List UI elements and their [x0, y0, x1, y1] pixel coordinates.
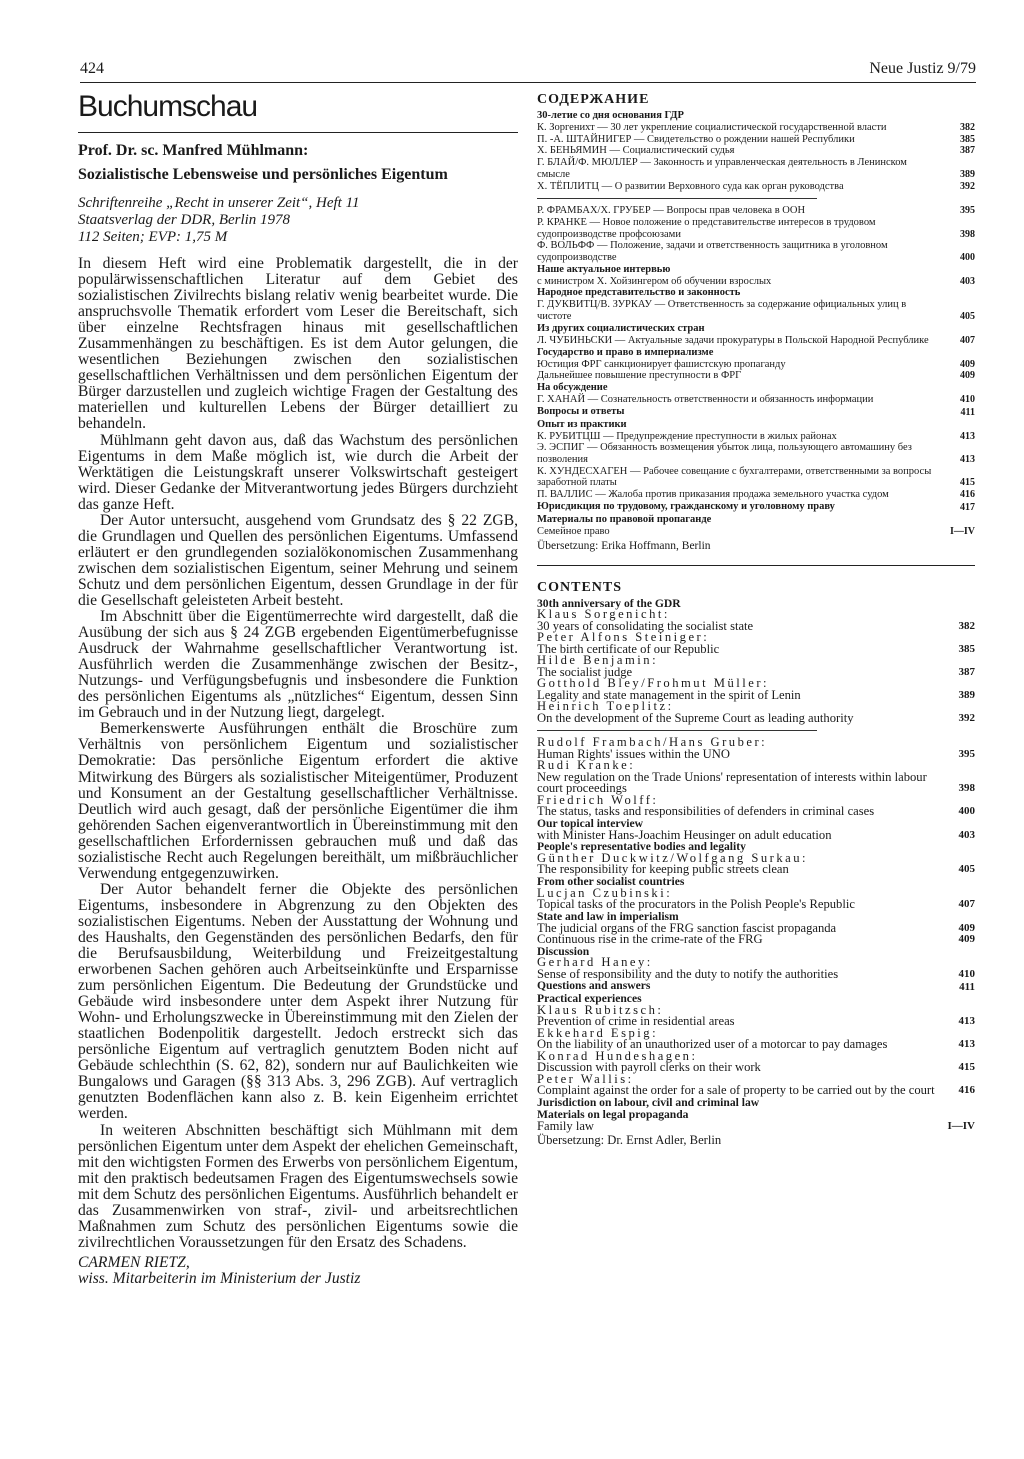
toc-page-number: 407 — [960, 334, 975, 346]
toc-entry-title: Г. ДУКВИТЦ/В. ЗУРКАУ — Ответственность за содержание официальных улиц в чистоте — [537, 299, 907, 323]
review-paragraph: Der Autor behandelt ferner die Objekte des persönlichen Eigentums, insbesondere in Abgrenzung zu den Objekten des sozialistischen Eigentums. Neben der Ausstattung der Wohnung und des Haushalts, den Gegenständen des persönlichen Bedarfs, den für die Berufsausbildung, Weiterbildung und Freizeitgestaltung erworbenen Sachen gehören auch Arbeitseinkünfte und Ersparnisse zum persönlichen Eigentum. Die Bedeutung der Grundstücke und Gebäude wird insbesondere unter dem Aspekt ihrer Nutzung für Wohn- und Erholungszwecke in Übereinstimmung mit den Zielen der staatlichen Bodenpolitik dargestellt. Jedoch erstreckt sich das persönliche Eigentum auf vertraglich genutztem Boden nicht auf Gebäude schlechthin (S. 62, 82), sondern nur auf Baulichkeiten wie Bungalows und Garagen (§§ 313 Abs. 3, 296 ZGB). Auf vertraglich genutzten Bodenflächen kann also z. B. kein Eigenheim errichtet werden. — [78, 880, 518, 1123]
toc-group — [537, 347, 975, 382]
toc-entry — [537, 240, 975, 263]
english-toc-part-a — [537, 598, 975, 725]
toc-entry-title: К. РУБИТЦШ — Предупреждение преступности в жилых районах — [537, 430, 837, 442]
toc-entry-author: Rudi Kranke: — [537, 758, 636, 773]
toc-entry-title: с министром Х. Хойзингером об обучении взрослых — [537, 275, 772, 287]
toc-page-number: 413 — [960, 454, 975, 466]
review-signature — [78, 1255, 518, 1288]
toc-entry — [537, 359, 975, 371]
toc-section-heading: Our topical interview — [537, 816, 644, 830]
toc-group — [537, 419, 975, 501]
toc-page-number: 403 — [960, 275, 975, 287]
toc-separator — [537, 198, 817, 199]
toc-entry — [537, 276, 975, 288]
toc-entry-author: Ekkehard Espig: — [537, 1025, 659, 1040]
toc-page-number: 389 — [960, 168, 975, 180]
toc-group — [537, 205, 975, 264]
toc-group — [537, 323, 975, 347]
toc-page-number: 409 — [960, 358, 975, 370]
toc-page-number: 416 — [960, 489, 975, 501]
toc-page-number: 411 — [959, 980, 975, 993]
toc-entry-title: Л. ЧУБИНЬСКИ — Актуальные задачи прокуратуры в Польской Народной Республике — [537, 334, 929, 346]
toc-entry-title: Human Rights' issues within the UNO — [537, 746, 730, 761]
toc-entry — [537, 335, 975, 347]
toc-page-number: 392 — [958, 711, 975, 724]
toc-section-heading: 30th anniversary of the GDR — [537, 596, 681, 610]
toc-entry-title: Sense of responsibility and the duty to notify the authorities — [537, 966, 839, 981]
toc-entry-title: Х. БЕНЬЯМИН — Социалистический судья — [537, 145, 735, 157]
toc-page-number: 395 — [960, 205, 975, 217]
toc-group — [537, 841, 975, 876]
book-title: Sozialistische Lebensweise und persönliches Eigentum — [78, 166, 448, 183]
toc-section-heading: State and law in imperialism — [537, 909, 679, 923]
toc-section-heading: Из других социалистических стран — [537, 322, 705, 334]
toc-group — [537, 946, 975, 981]
toc-entry-title: Семейное право — [537, 525, 610, 537]
toc-entry-title: The status, tasks and responsibilities of defenders in criminal cases — [537, 804, 875, 819]
toc-entry — [537, 122, 975, 134]
toc-page-number: 392 — [960, 180, 975, 192]
toc-separator — [537, 730, 817, 731]
toc-entry — [537, 827, 975, 842]
section-divider — [78, 132, 518, 133]
toc-entry-title: Г. ХАНАЙ — Сознательность ответственности и обязанность информации — [537, 393, 874, 405]
toc-entry-author: Lucjan Czubinski: — [537, 885, 673, 900]
book-series: Schriftenreihe „Recht in unserer Zeit“, Heft 11 — [78, 195, 360, 211]
header-rule — [80, 82, 976, 83]
english-contents — [537, 580, 975, 1147]
toc-section-heading: Материалы по правовой пропаганде — [537, 513, 712, 525]
toc-page-number: 417 — [960, 502, 975, 514]
toc-entry — [537, 526, 975, 538]
toc-entry-title: Continuous rise in the crime-rate of the FRG — [537, 932, 763, 947]
toc-entry-author: Rudolf Frambach/Hans Gruber: — [537, 735, 768, 750]
toc-entry-title: Complaint against the order for a sale of property to be carried out by the court — [537, 1083, 935, 1098]
russian-toc-part-b — [537, 205, 975, 537]
toc-entry-author: Günther Duckwitz/Wolfgang Surkau: — [537, 850, 809, 865]
toc-entry-title: The socialist judge — [537, 664, 633, 679]
toc-group — [537, 287, 975, 322]
toc-page-number: 409 — [960, 370, 975, 382]
toc-entry-title: On the development of the Supreme Court as leading authority — [537, 710, 854, 725]
toc-entry-title: The birth certificate of our Republic — [537, 641, 720, 656]
toc-entry-author: Gotthold Bley/Frohmut Müller: — [537, 676, 770, 691]
toc-entry — [537, 181, 975, 193]
toc-entry-title: The judicial organs of the FRG sanction fascist propaganda — [537, 920, 837, 935]
toc-entry-title: On the liability of an unauthorized user of a motorcar to pay damages — [537, 1037, 888, 1052]
toc-entry-author: Konrad Hundeshagen: — [537, 1048, 698, 1063]
toc-page-number: 410 — [960, 393, 975, 405]
russian-contents — [537, 92, 975, 553]
toc-entry-title: New regulation on the Trade Unions' representation of interests within labour court proceedings — [537, 769, 927, 796]
toc-group — [537, 980, 975, 993]
toc-entry — [537, 489, 975, 501]
toc-entry — [537, 966, 975, 981]
toc-page-number: 398 — [960, 228, 975, 240]
toc-entry — [537, 864, 975, 876]
toc-entry-title: К. ХУНДЕСХАГЕН — Рабочее совещание с бухгалтерами, ответственными за вопросы заработной платы — [537, 465, 932, 489]
toc-group — [537, 737, 975, 818]
toc-entry-title: Family law — [537, 1118, 595, 1133]
toc-group — [537, 1097, 975, 1109]
book-meta — [78, 195, 518, 246]
toc-page-number: 416 — [958, 1084, 975, 1097]
toc-entry-author: Peter Alfons Steiniger: — [537, 630, 710, 645]
toc-entry-title: Юстиция ФРГ санкционирует фашистскую пропаганду — [537, 358, 786, 370]
toc-entry — [537, 431, 975, 443]
toc-entry — [537, 217, 975, 240]
book-publisher: Staatsverlag der DDR, Berlin 1978 — [78, 212, 291, 228]
toc-entry-title: The responsibility for keeping public streets clean — [537, 862, 789, 877]
toc-group — [537, 876, 975, 911]
review-paragraph: Mühlmann geht davon aus, daß das Wachstum des persönlichen Eigentums in dem Maße möglich ist, wie durch die Arbeit der Werktätigen die Leistungskraft unserer Volkswirtschaft gesteigert wird. Dieser Gedanke der Mitverantwortung jedes Bürgers durchzieht das ganze Heft. — [78, 431, 518, 513]
toc-page-number: 385 — [960, 133, 975, 145]
toc-entry-title: П. -А. ШТАЙНИГЕР — Свидетельство о рождении нашей Республики — [537, 133, 855, 145]
toc-entry-author: Klaus Sorgenicht: — [537, 607, 670, 622]
toc-group — [537, 514, 975, 538]
book-review-column — [78, 90, 518, 1288]
book-author: Prof. Dr. sc. Manfred Mühlmann: — [78, 142, 309, 159]
toc-page-number: 395 — [958, 747, 975, 760]
toc-entry-author: Peter Wallis: — [537, 1071, 634, 1086]
page-number: 424 — [80, 60, 104, 77]
toc-entry-title: Р. КРАНКЕ — Новое положение о представительстве интересов в трудовом судопроизводстве профсоюзами — [537, 216, 876, 240]
toc-page-number: 415 — [960, 477, 975, 489]
toc-group — [537, 501, 975, 514]
review-body — [78, 256, 518, 1251]
toc-entry — [537, 1118, 975, 1133]
toc-page-number: 382 — [958, 619, 975, 632]
toc-entry-title: Э. ЭСПИГ — Обязанность возмещения убыток лица, пользующего автомашину без позволения — [537, 442, 912, 466]
toc-section-heading: From other socialist countries — [537, 874, 685, 888]
toc-entry-title: Х. ТЁПЛИТЦ — О развитии Верховного суда как орган руководства — [537, 180, 844, 192]
toc-entry-author: Friedrich Wolff: — [537, 792, 659, 807]
toc-entry-author: Heinrich Toeplitz: — [537, 699, 674, 714]
toc-group — [537, 406, 975, 419]
toc-section-heading: Questions and answers — [537, 979, 651, 993]
review-paragraph: In diesem Heft wird eine Problematik dargestellt, die in der populärwissenschaftlichen Literatur auf dem Gebiet des sozialistischen Zivilrechts bislang relativ wenig bearbeitet wurde. Die anspruchsvolle Thematik erfordert vom Leser die Bereitschaft, sich über einzelne Rechtsfragen hinaus mit gesellschaftlichen Zusammenhängen zu beschäftigen. Es ist dem Autor gelungen, die wesentlichen Beziehungen zwischen den sozialistischen gesellschaftlichen Verhältnissen und dem persönlichen Eigentum der Bürger darzustellen und zugleich wichtige Fragen der Gestaltung des materiellen und kulturellen Lebens der Bürger detailliert zu behandeln. — [78, 255, 518, 433]
toc-page-number: 400 — [958, 805, 975, 818]
toc-group — [537, 264, 975, 288]
toc-entry — [537, 934, 975, 946]
toc-entry — [537, 806, 975, 818]
toc-section-heading: Discussion — [537, 944, 590, 958]
toc-entry — [537, 205, 975, 217]
russian-contents-title: СОДЕРЖАНИЕ — [537, 92, 650, 107]
toc-page-number: 403 — [958, 828, 975, 841]
toc-section-heading: Practical experiences — [537, 992, 642, 1006]
toc-section-heading: На обсуждение — [537, 381, 608, 393]
toc-section-heading: 30-летие со дня основания ГДР — [537, 110, 684, 121]
toc-entry-title: Topical tasks of the procurators in the Polish People's Republic — [537, 897, 855, 912]
toc-section-heading: Опыт из практики — [537, 418, 627, 430]
toc-page-number: 413 — [958, 1015, 975, 1028]
toc-entry-title: Discussion with payroll clerks on their work — [537, 1060, 761, 1075]
toc-section-heading: People's representative bodies and legality — [537, 840, 746, 854]
toc-group — [537, 598, 975, 725]
english-toc-part-b — [537, 737, 975, 1132]
review-paragraph: Der Autor untersucht, ausgehend vom Grundsatz des § 22 ZGB, die Grundlagen und Quellen des persönlichen Eigentums. Umfassend erläutert er den grundlegenden sozialökonomischen Zusammenhang zwischen dem sozialistischen Eigentum, seiner Mehrung und seinem Schutz und dem persönlichen Eigentum, dessen Grundlage in der für die Gesellschaft geleisteten Arbeit besteht. — [78, 511, 518, 609]
toc-entry-title: Р. ФРАМБАХ/Х. ГРУБЕР — Вопросы прав человека в ООН — [537, 205, 806, 217]
toc-page-number: 409 — [958, 933, 975, 946]
toc-page-number: 413 — [960, 430, 975, 442]
toc-section-heading: Вопросы и ответы — [537, 405, 625, 417]
toc-page-number: 409 — [958, 921, 975, 934]
toc-page-number: 382 — [960, 122, 975, 133]
toc-page-number: 398 — [958, 782, 975, 795]
toc-entry — [537, 899, 975, 911]
toc-section-heading: Народное представительство и законность — [537, 287, 741, 299]
journal-issue: Neue Justiz 9/79 — [869, 60, 976, 77]
toc-entry-title: К. Зоргенихт — 30 лет укрепление социалистической государственной власти — [537, 122, 887, 133]
contents-divider — [537, 565, 975, 566]
toc-entry — [537, 769, 975, 796]
reviewer-role: wiss. Mitarbeiterin im Ministerium der Justiz — [78, 1270, 361, 1288]
russian-translator: Übersetzung: Erika Hoffmann, Berlin — [537, 539, 711, 552]
review-paragraph: In weiteren Abschnitten beschäftigt sich Mühlmann mit dem persönlichen Eigentum unter dem Aspekt der ehelichen Gemeinschaft, mit den wichtigsten Formen des Erwerbs von persönlichem Eigentum, mit den praktisch bedeutsamen Fragen des Eigentumswechsels sowie mit dem Schutz des persönlichen Eigentums. Ausführlich behandelt er das Zusammenwirken von straf-, zivil- und arbeitsrechtlichen Maßnahmen zum Schutz des persönlichen Eigentums sowie die zivilrechtlichen Voraussetzungen für den Ersatz des Schadens. — [78, 1121, 518, 1251]
toc-group — [537, 110, 975, 192]
toc-entry-title: Legality and state management in the spirit of Lenin — [537, 687, 801, 702]
toc-section-heading: Materials on legal propaganda — [537, 1107, 689, 1121]
section-heading: Buchumschau — [78, 90, 258, 123]
toc-entry — [537, 370, 975, 382]
review-paragraph: Im Abschnitt über die Eigentümerrechte wird dargestellt, daß die Ausübung der sich aus § 24 ZGB ergebenden Eigentümerbefugnisse Ausdruck der Wahrnahme gesellschaftlicher Verantwortung ist. Ausführlich werden die Zusammenhänge zwischen der Besitz-, Nutzungs- und Verfügungsbefugnis und insbesondere die Funktion des persönlichen Eigentums als „nützliches“ Eigentum, dessen Sinn im Gebrauch und in der Nutzung liegt, dargelegt. — [78, 608, 518, 722]
toc-group — [537, 382, 975, 406]
toc-entry-title: with Minister Hans-Joachim Heusinger on adult education — [537, 827, 832, 842]
toc-entry-title: 30 years of consolidating the socialist state — [537, 618, 754, 633]
toc-section-heading: Jurisdiction on labour, civil and criminal law — [537, 1095, 760, 1109]
toc-entry — [537, 1085, 975, 1097]
toc-entry — [537, 710, 975, 725]
english-contents-title: CONTENTS — [537, 579, 623, 595]
toc-page-number: 387 — [958, 665, 975, 678]
toc-entry — [537, 134, 975, 146]
toc-page-number: I—IV — [949, 525, 975, 537]
toc-entry — [537, 157, 975, 180]
toc-page-number: 415 — [958, 1061, 975, 1074]
toc-entry — [537, 442, 975, 465]
toc-page-number: 407 — [958, 898, 975, 911]
toc-group — [537, 818, 975, 841]
toc-entry — [537, 145, 975, 157]
english-translator: Übersetzung: Dr. Ernst Adler, Berlin — [537, 1133, 722, 1148]
toc-group — [537, 1109, 975, 1132]
toc-section-heading: Государство и право в империализме — [537, 346, 714, 358]
toc-page-number: 405 — [958, 863, 975, 876]
toc-entry — [537, 299, 975, 322]
toc-page-number: 385 — [958, 642, 975, 655]
toc-group — [537, 911, 975, 946]
toc-entry-author: Klaus Rubitzsch: — [537, 1002, 664, 1017]
toc-section-heading: Наше актуальное интервью — [537, 263, 671, 275]
toc-entry-author: Hilde Benjamin: — [537, 653, 659, 668]
toc-entry — [537, 394, 975, 406]
toc-page-number: 410 — [958, 967, 975, 980]
russian-toc-part-a — [537, 110, 975, 192]
toc-page-number: 413 — [958, 1038, 975, 1051]
toc-page-number: 400 — [960, 252, 975, 264]
toc-entry-title: П. ВАЛЛИС — Жалоба против приказания продажа земельного участка судом — [537, 489, 889, 501]
toc-page-number: 387 — [960, 145, 975, 157]
toc-entry-title: Prevention of crime in residential areas — [537, 1014, 735, 1029]
toc-entry-title: Дальнейшее повышение преступности в ФРГ — [537, 370, 742, 382]
toc-section-heading: Юрисдикция по трудовому, гражданскому и уголовному праву — [537, 500, 835, 512]
toc-page-number: 411 — [960, 406, 975, 418]
toc-group — [537, 993, 975, 1097]
toc-page-number: 389 — [958, 688, 975, 701]
toc-page-number: I—IV — [947, 1119, 975, 1132]
contents-column — [537, 92, 975, 1147]
reviewer-name: CARMEN RIETZ, — [78, 1253, 190, 1271]
toc-page-number: 405 — [960, 311, 975, 323]
review-paragraph: Bemerkenswerte Ausführungen enthält die Broschüre zum Verhältnis von persönlichem Eigentum und sozialistischer Demokratie: Das persönliche Eigentum erfordert die aktive Mitwirkung des Bürgers als sozialistischer Miteigentümer, Produzent und Konsument an der Gestaltung gesellschaftlicher Verhältnisse. Deutlich wird auch gesagt, daß der persönliche Eigentümer die ihm gehörenden Sachen eigenverantwortlich in Übereinstimmung mit den gesellschaftlichen Erfordernissen gebrauchen muß und daß das sozialistische Recht auch Regelungen bereithält, um mißbräuchlicher Verwendung entgegenzuwirken. — [78, 720, 518, 882]
toc-entry-author: Gerhard Haney: — [537, 955, 653, 970]
book-price: 112 Seiten; EVP: 1,75 M — [78, 229, 228, 245]
page-header — [80, 60, 976, 84]
toc-entry-title: Ф. ВОЛЬФФ — Положение, задачи и ответственность защитника в уголовном судопроизводстве — [537, 240, 888, 264]
toc-entry-title: Г. БЛАЙ/Ф. МЮЛЛЕР — Законность и управленческая деятельность в Ленинском смысле — [537, 157, 907, 180]
toc-entry — [537, 466, 975, 489]
